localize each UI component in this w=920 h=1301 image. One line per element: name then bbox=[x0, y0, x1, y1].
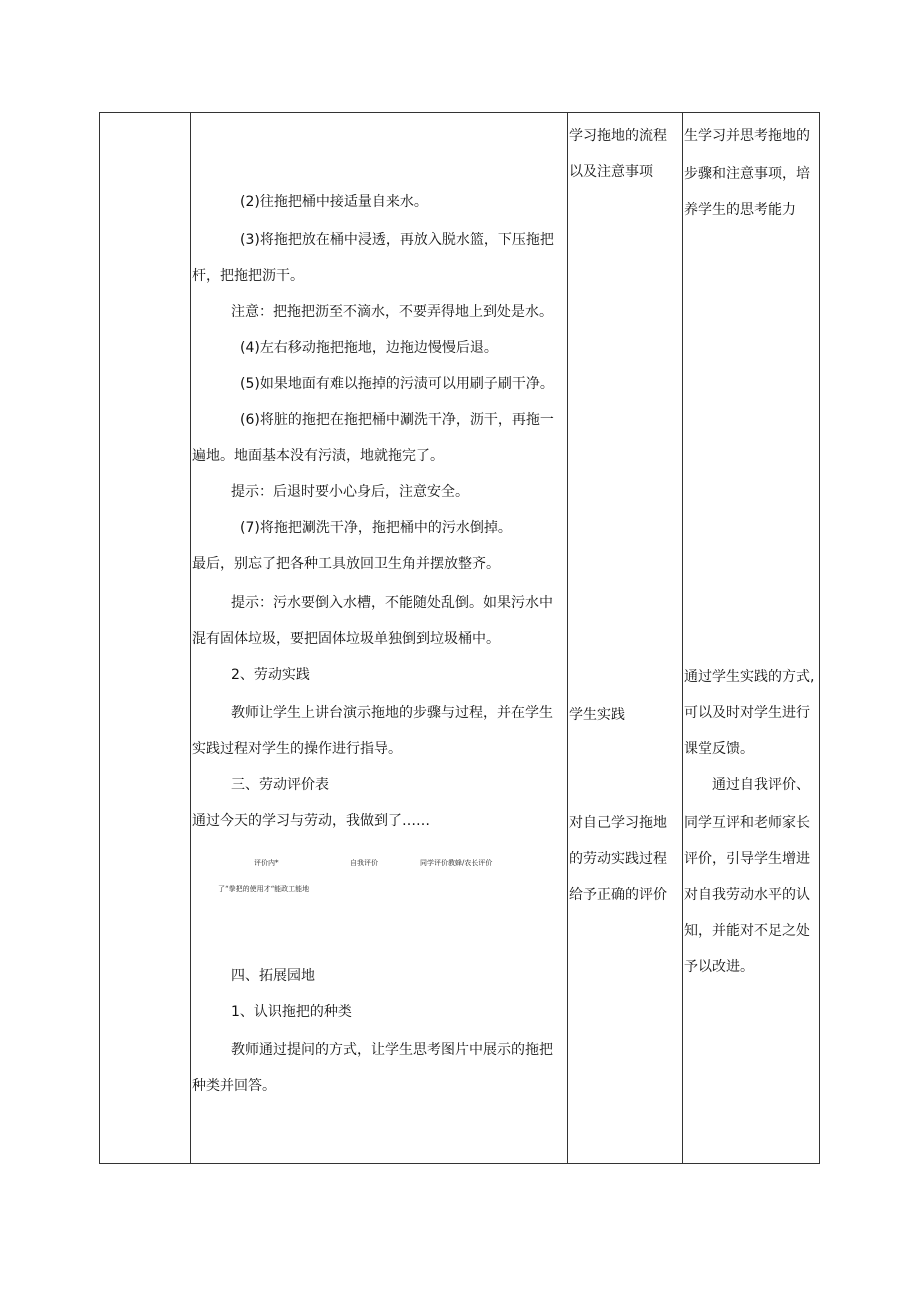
body-line: 教师让学生上讲台演示拖地的步骤与过程，并在学生 bbox=[231, 705, 553, 721]
section-heading: 2、劳动实践 bbox=[231, 667, 310, 683]
intent-line: 可以及时对学生进行 bbox=[684, 705, 810, 721]
eval-row-cell: 了“拳把的使用才“能政工能地 bbox=[218, 885, 310, 893]
column-divider bbox=[682, 112, 683, 1164]
step-line: 最后，别忘了把各种工具放回卫生角并摆放整齐。 bbox=[192, 556, 500, 572]
eval-header-cell: 同学评价教蜂/农长评价 bbox=[420, 859, 493, 867]
tip-line: 提示：污水要倒入水槽，不能随处乱倒。如果污水中 bbox=[231, 595, 553, 611]
body-line: 种类并回答。 bbox=[192, 1078, 276, 1094]
intent-line: 通过学生实践的方式, bbox=[684, 669, 815, 685]
activity-line: 学生实践 bbox=[569, 707, 625, 723]
section-heading: 三、劳动评价表 bbox=[231, 777, 329, 793]
step-line: (6)将脏的拖把在拖把桶中涮洗干净，沥干，再拖一 bbox=[240, 412, 554, 428]
step-line: 遍地。地面基本没有污渍，地就拖完了。 bbox=[192, 448, 444, 464]
eval-header-cell: 自我评价 bbox=[350, 859, 378, 867]
step-line: (4)左右移动拖把拖地，边拖边慢慢后退。 bbox=[240, 340, 498, 356]
step-line: (2)往拖把桶中接适量自来水。 bbox=[240, 194, 428, 210]
activity-line: 给予正确的评价 bbox=[569, 887, 667, 903]
section-heading: 四、拓展园地 bbox=[231, 968, 315, 984]
intent-line: 生学习并思考拖地的 bbox=[684, 128, 810, 144]
column-divider bbox=[190, 112, 191, 1164]
step-line: (7)将拖把涮洗干净，拖把桶中的污水倒掉。 bbox=[240, 520, 512, 536]
intent-line: 步骤和注意事项，培 bbox=[684, 166, 810, 182]
intent-line: 通过自我评价、 bbox=[712, 777, 810, 793]
column-divider bbox=[567, 112, 568, 1164]
step-line: 杆，把拖把沥干。 bbox=[192, 268, 304, 284]
intent-line: 知，并能对不足之处 bbox=[684, 923, 810, 939]
body-line: 通过今天的学习与劳动，我做到了…… bbox=[192, 813, 430, 829]
activity-line: 的劳动实践过程 bbox=[569, 851, 667, 867]
body-line: 实践过程对学生的操作进行指导。 bbox=[192, 741, 402, 757]
tip-line: 提示：后退时要小心身后，注意安全。 bbox=[231, 484, 469, 500]
intent-line: 同学互评和老师家长 bbox=[684, 815, 810, 831]
sub-heading: 1、认识拖把的种类 bbox=[231, 1004, 352, 1020]
intent-line: 对自我劳动水平的认 bbox=[684, 887, 810, 903]
activity-line: 学习拖地的流程 bbox=[569, 128, 667, 144]
step-line: (5)如果地面有难以拖掉的污渍可以用刷子刷干净。 bbox=[240, 376, 554, 392]
step-line: (3)将拖把放在桶中浸透，再放入脱水篮，下压拖把 bbox=[240, 232, 554, 248]
activity-line: 以及注意事项 bbox=[569, 164, 653, 180]
intent-line: 评价，引导学生增进 bbox=[684, 851, 810, 867]
tip-line: 混有固体垃圾，要把固体垃圾单独倒到垃圾桶中。 bbox=[192, 631, 500, 647]
eval-header-cell: 评价内* bbox=[254, 859, 279, 867]
intent-line: 予以改进。 bbox=[684, 959, 754, 975]
activity-line: 对自己学习拖地 bbox=[569, 815, 667, 831]
intent-line: 养学生的思考能力 bbox=[684, 202, 796, 218]
intent-line: 课堂反馈。 bbox=[684, 741, 754, 757]
body-line: 教师通过提问的方式，让学生思考图片中展示的拖把 bbox=[231, 1042, 553, 1058]
note-line: 注意：把拖把沥至不滴水，不要弄得地上到处是水。 bbox=[231, 304, 553, 320]
